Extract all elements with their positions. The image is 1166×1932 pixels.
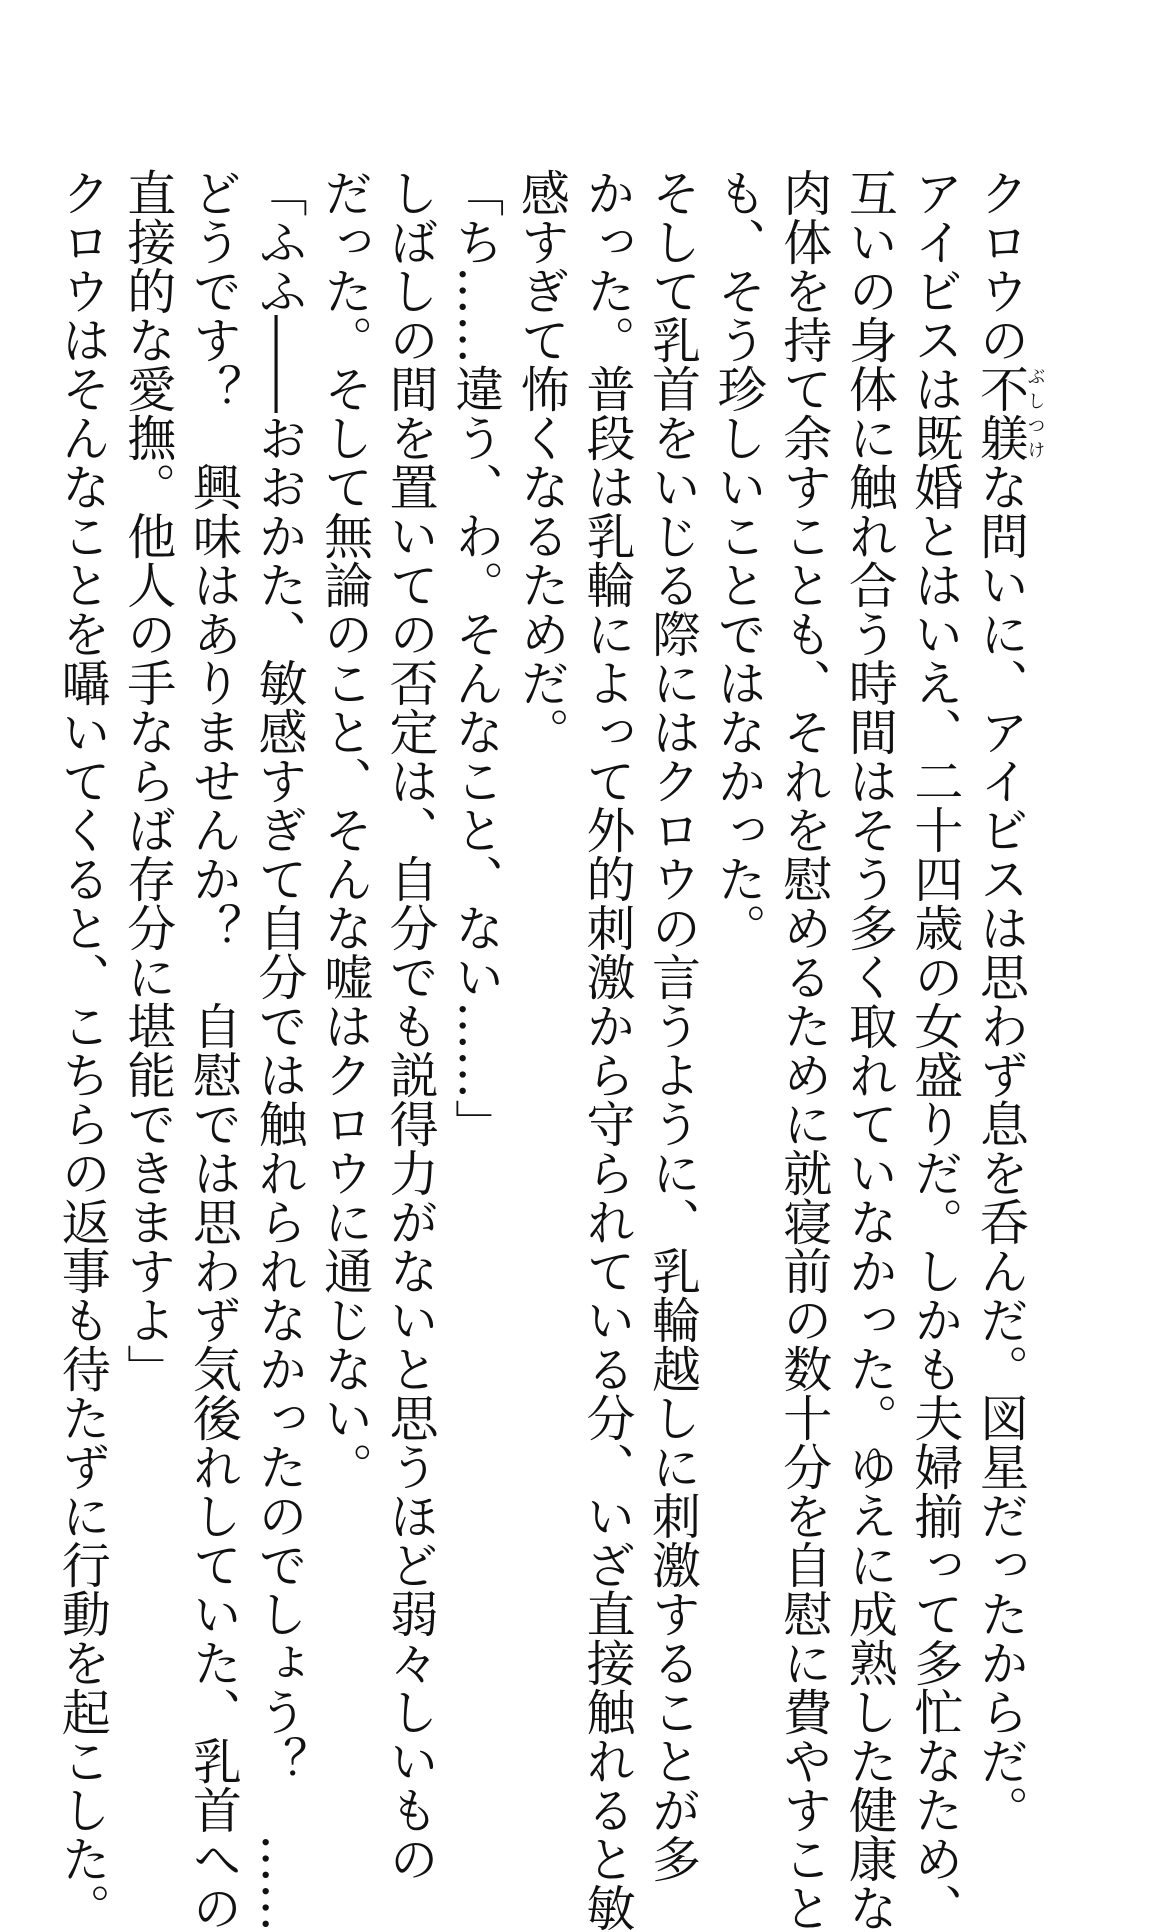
text-line-9: 「ち……違う、わ。そんなこと、ない……」 — [447, 168, 505, 1148]
text-line-14: 直接的な愛撫。他人の手ならば存分に堪能できますよ」 — [119, 168, 177, 1393]
ruby-reading: ぶしつけ — [1024, 364, 1046, 462]
ruby-base: 不躾 — [972, 364, 1030, 462]
vertical-text-body — [50, 168, 1046, 1932]
text-line-15: クロウはそんなことを囁いてくると、こちらの返事も待たずに行動を起こした。 — [54, 168, 112, 1932]
text-line-7: かった。普段は乳輪によって外的刺激から守られている分、いざ直接触れると敏 — [578, 168, 636, 1932]
text-line-10: しばしの間を置いての否定は、自分でも説得力がないと思うほど弱々しいもの — [382, 168, 440, 1883]
text-line-12: 「ふふ――おおかた、敏感すぎて自分では触れられなかったのでしょう？ …… — [250, 168, 308, 1932]
text-line-1 — [968, 168, 1046, 1834]
furigana-ruby — [972, 364, 1046, 462]
text-line-13: どうです？ 興味はありませんか？ 自慰では思わず気後れしていた、乳首への — [185, 168, 243, 1932]
text-line-1-post: な問いに、アイビスは思わず息を呑んだ。図星だったからだ。 — [972, 462, 1030, 1834]
text-line-6: そして乳首をいじる際にはクロウの言うように、乳輪越しに刺激することが多 — [644, 168, 702, 1883]
text-line-2: アイビスは既婚とはいえ、二十四歳の女盛りだ。しかも夫婦揃って多忙なため、 — [906, 168, 964, 1932]
text-line-11: だった。そして無論のこと、そんな嘘はクロウに通じない。 — [316, 168, 374, 1491]
text-line-4: 肉体を持て余すことも、それを慰めるために就寝前の数十分を自慰に費やすこと — [775, 168, 833, 1932]
text-line-8: 感すぎて怖くなるためだ。 — [513, 168, 571, 756]
text-line-1-pre: クロウの — [972, 168, 1030, 364]
text-line-5: も、そう珍しいことではなかった。 — [710, 168, 768, 952]
text-line-3: 互いの身体に触れ合う時間はそう多く取れていなかった。ゆえに成熟した健康な — [841, 168, 899, 1932]
